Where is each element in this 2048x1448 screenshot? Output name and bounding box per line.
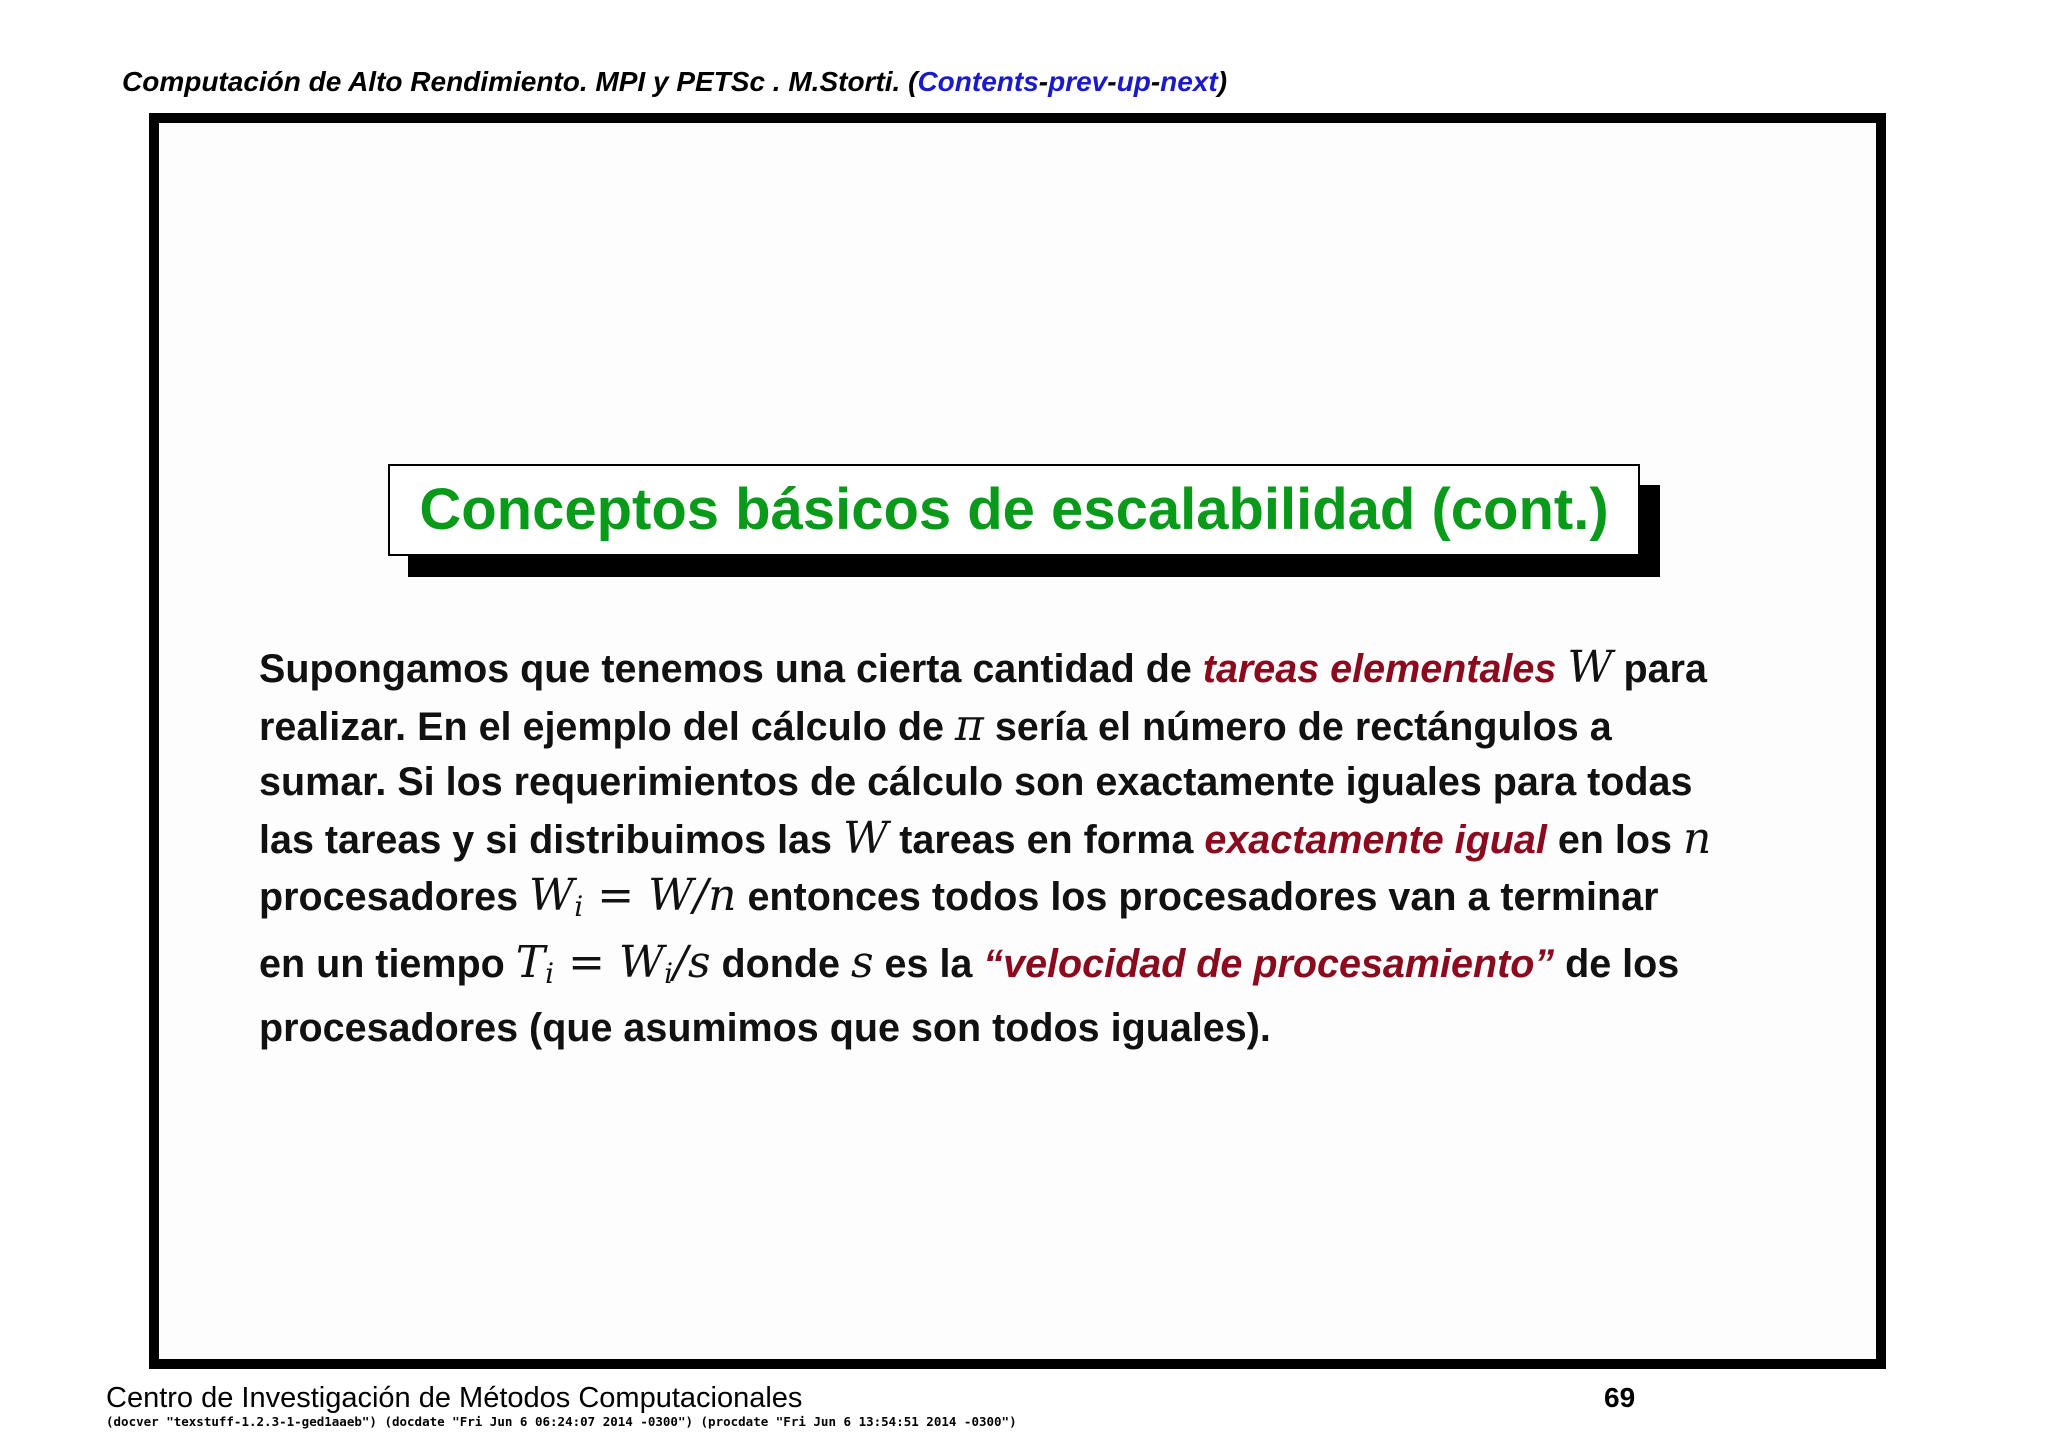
nav-up-link[interactable]: up xyxy=(1116,66,1151,97)
text-run: en los xyxy=(1546,817,1683,862)
footer-institution: Centro de Investigación de Métodos Computacionales xyxy=(106,1382,803,1414)
math-symbol: W xyxy=(529,870,575,921)
text-run: en un tiempo xyxy=(259,941,516,986)
emphasis-text: tareas elementales xyxy=(1202,647,1557,691)
math-symbol: T xyxy=(515,936,546,988)
nav-separator: - xyxy=(1038,66,1049,97)
footer-doc-metadata: (docver "texstuff-1.2.3-1-ged1aaeb") (docdate "Fri Jun 6 06:24:07 2014 -0300") (procdate "Fri Jun 6 13:54:51 2014 -0300") xyxy=(106,1414,1017,1429)
math-subscript: i xyxy=(545,956,555,990)
paragraph-line: procesadores (que asumimos que son todos iguales). xyxy=(259,1006,1271,1050)
math-symbol: W xyxy=(843,812,889,864)
math-formula xyxy=(529,870,736,921)
text-run: realizar. En el ejemplo del cálculo de xyxy=(259,704,955,749)
header-suffix: ) xyxy=(1217,66,1228,97)
math-symbol: = W/n xyxy=(583,870,737,921)
math-symbol: /s xyxy=(673,936,711,988)
math-subscript: i xyxy=(574,890,584,923)
nav-contents-link[interactable]: Contents xyxy=(917,66,1039,97)
text-run: sería el número de rectángulos a xyxy=(983,704,1612,749)
nav-prev-link[interactable]: prev xyxy=(1048,66,1108,97)
paragraph-line xyxy=(259,935,1789,1002)
slide-paragraph xyxy=(259,640,1789,1057)
paragraph-line xyxy=(259,811,1789,869)
text-run: tareas en forma xyxy=(888,817,1205,862)
text-run: para xyxy=(1612,647,1707,691)
math-symbol: π xyxy=(954,699,984,751)
emphasis-text: “velocidad de procesamiento” xyxy=(983,941,1555,986)
running-header xyxy=(122,64,1227,100)
math-symbol: s xyxy=(850,936,874,988)
slide-title: Conceptos básicos de escalabilidad (cont.) xyxy=(419,477,1609,542)
paragraph-line xyxy=(259,698,1789,756)
paragraph-line xyxy=(259,640,1789,698)
slide-title-box xyxy=(388,464,1640,556)
math-formula xyxy=(516,937,711,988)
nav-next-link[interactable]: next xyxy=(1160,66,1218,97)
header-title: Computación de Alto Rendimiento. MPI y PETSc . M.Storti. ( xyxy=(122,66,918,97)
math-symbol: = W xyxy=(554,936,665,988)
text-run: Supongamos que tenemos una cierta cantidad de xyxy=(259,647,1203,691)
math-subscript: i xyxy=(664,956,674,990)
text-run: procesadores xyxy=(259,875,530,919)
math-symbol: n xyxy=(1682,812,1712,864)
paragraph-line xyxy=(259,868,1789,935)
text-run: las tareas y si distribuimos las xyxy=(259,817,843,862)
emphasis-text: exactamente igual xyxy=(1204,817,1547,862)
nav-separator: - xyxy=(1150,66,1161,97)
text-run: entonces todos los procesadores van a terminar xyxy=(736,875,1659,919)
text-run: donde xyxy=(710,941,851,986)
math-symbol: W xyxy=(1567,642,1613,693)
nav-separator: - xyxy=(1107,66,1117,97)
text-run: de los xyxy=(1554,941,1680,986)
page-number: 69 xyxy=(1604,1382,1636,1413)
text-run: es la xyxy=(873,941,984,986)
paragraph-line: sumar. Si los requerimientos de cálculo son exactamente iguales para todas xyxy=(259,760,1693,804)
